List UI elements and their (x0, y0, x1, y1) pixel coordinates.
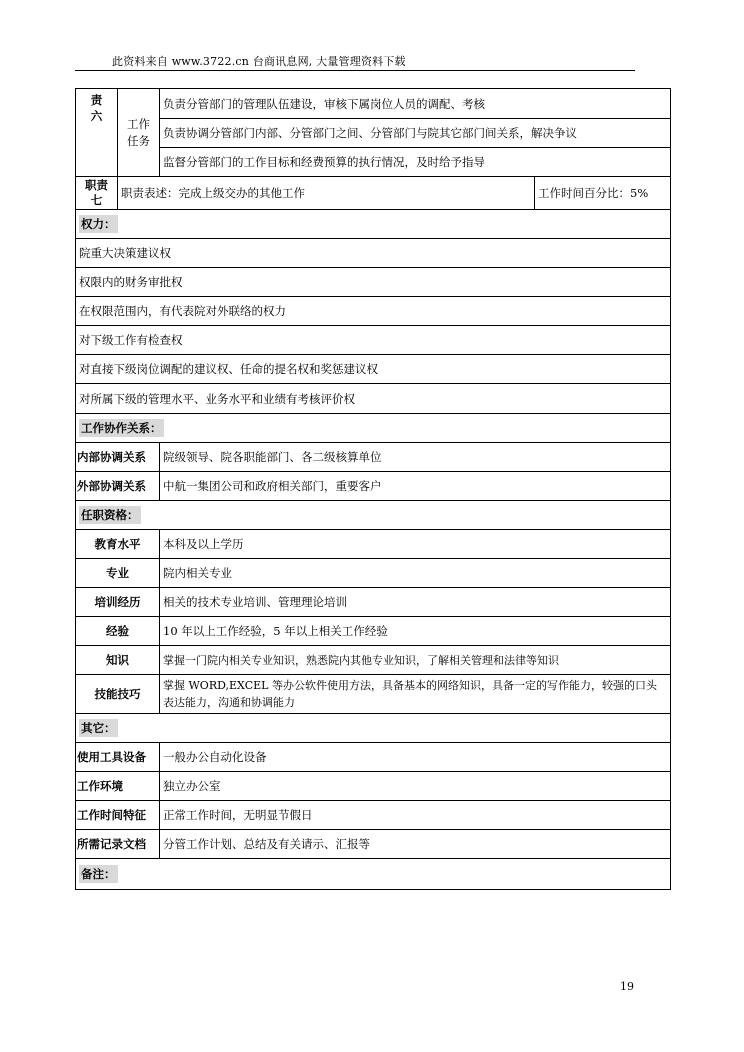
authority-title: 权力： (81, 217, 116, 231)
qual-label-education: 教育水平 (76, 530, 160, 559)
duty7-label-bottom: 七 (90, 193, 103, 207)
duty6-label-top: 责 (90, 93, 103, 107)
qual-value-major: 院内相关专业 (160, 559, 671, 588)
duty6-task-top: 工作 (127, 116, 150, 131)
qual-label-training: 培训经历 (76, 588, 160, 617)
other-label-environment: 工作环境 (76, 772, 160, 801)
qual-value-experience: 10 年以上工作经验，5 年以上相关工作经验 (160, 617, 671, 646)
duty6-item-2: 负责协调分管部门内部、分管部门之间、分管部门与院其它部门间关系，解决争议 (160, 119, 671, 148)
duty6-label-bottom: 六 (90, 109, 103, 123)
duty6-item-1: 负责分管部门的管理队伍建设，审核下属岗位人员的调配、考核 (160, 89, 671, 119)
other-label-tools: 使用工具设备 (76, 743, 160, 772)
authority-item-6: 对所属下级的管理水平、业务水平和业绩有考核评价权 (76, 384, 671, 414)
coop-label-external: 外部协调关系 (76, 472, 160, 501)
authority-item-3: 在权限范围内，有代表院对外联络的权力 (76, 297, 671, 326)
other-label-documents: 所需记录文档 (76, 830, 160, 859)
cooperation-title: 工作协作关系： (81, 421, 162, 435)
qual-label-major: 专业 (76, 559, 160, 588)
coop-value-internal: 院级领导、院各职能部门、各二级核算单位 (160, 443, 671, 472)
page-number: 19 (620, 980, 634, 993)
other-value-worktime: 正常工作时间，无明显节假日 (160, 801, 671, 830)
duty6-task-bottom: 任务 (127, 133, 150, 148)
qualification-title: 任职资格： (81, 508, 139, 522)
job-description-table (75, 88, 671, 890)
qual-value-skills: 掌握 WORD,EXCEL 等办公软件使用方法，具备基本的网络知识，具备一定的写作能力，较强的口头表达能力，沟通和协调能力 (160, 675, 671, 714)
other-section-title (76, 714, 671, 743)
authority-item-5: 对直接下级岗位调配的建议权、任命的提名权和奖惩建议权 (76, 355, 671, 384)
duty6-task-label (118, 89, 160, 177)
duty6-item-3: 监督分管部门的工作目标和经费预算的执行情况，及时给予指导 (160, 148, 671, 177)
authority-item-4: 对下级工作有检查权 (76, 326, 671, 355)
authority-item-1: 院重大决策建议权 (76, 239, 671, 268)
remarks-title: 备注： (81, 867, 116, 881)
cooperation-section-title (76, 414, 671, 443)
duty7-label-top: 职责 (85, 178, 108, 192)
coop-label-internal: 内部协调关系 (76, 443, 160, 472)
qual-value-education: 本科及以上学历 (160, 530, 671, 559)
other-value-environment: 独立办公室 (160, 772, 671, 801)
qualification-section-title (76, 501, 671, 530)
other-value-tools: 一般办公自动化设备 (160, 743, 671, 772)
qual-value-training: 相关的技术专业培训、管理理论培训 (160, 588, 671, 617)
remarks-section-title (76, 859, 671, 890)
other-title: 其它： (81, 721, 116, 735)
qual-label-experience: 经验 (76, 617, 160, 646)
page-header: 此资料来自 www.3722.cn 台商讯息网, 大量管理资料下载 (112, 55, 406, 68)
duty7-time-percent: 工作时间百分比：5% (535, 177, 671, 210)
coop-value-external: 中航一集团公司和政府相关部门，重要客户 (160, 472, 671, 501)
qual-value-knowledge: 掌握一门院内相关专业知识，熟悉院内其他专业知识，了解相关管理和法律等知识 (160, 646, 671, 675)
other-value-documents: 分管工作计划、总结及有关请示、汇报等 (160, 830, 671, 859)
authority-section-title (76, 210, 671, 239)
authority-item-2: 权限内的财务审批权 (76, 268, 671, 297)
duty6-label (76, 89, 118, 177)
qual-label-skills: 技能技巧 (76, 675, 160, 714)
duty7-description: 职责表述：完成上级交办的其他工作 (118, 177, 535, 210)
header-rule (75, 70, 635, 71)
duty7-label (76, 177, 118, 210)
other-label-worktime: 工作时间特征 (76, 801, 160, 830)
qual-label-knowledge: 知识 (76, 646, 160, 675)
